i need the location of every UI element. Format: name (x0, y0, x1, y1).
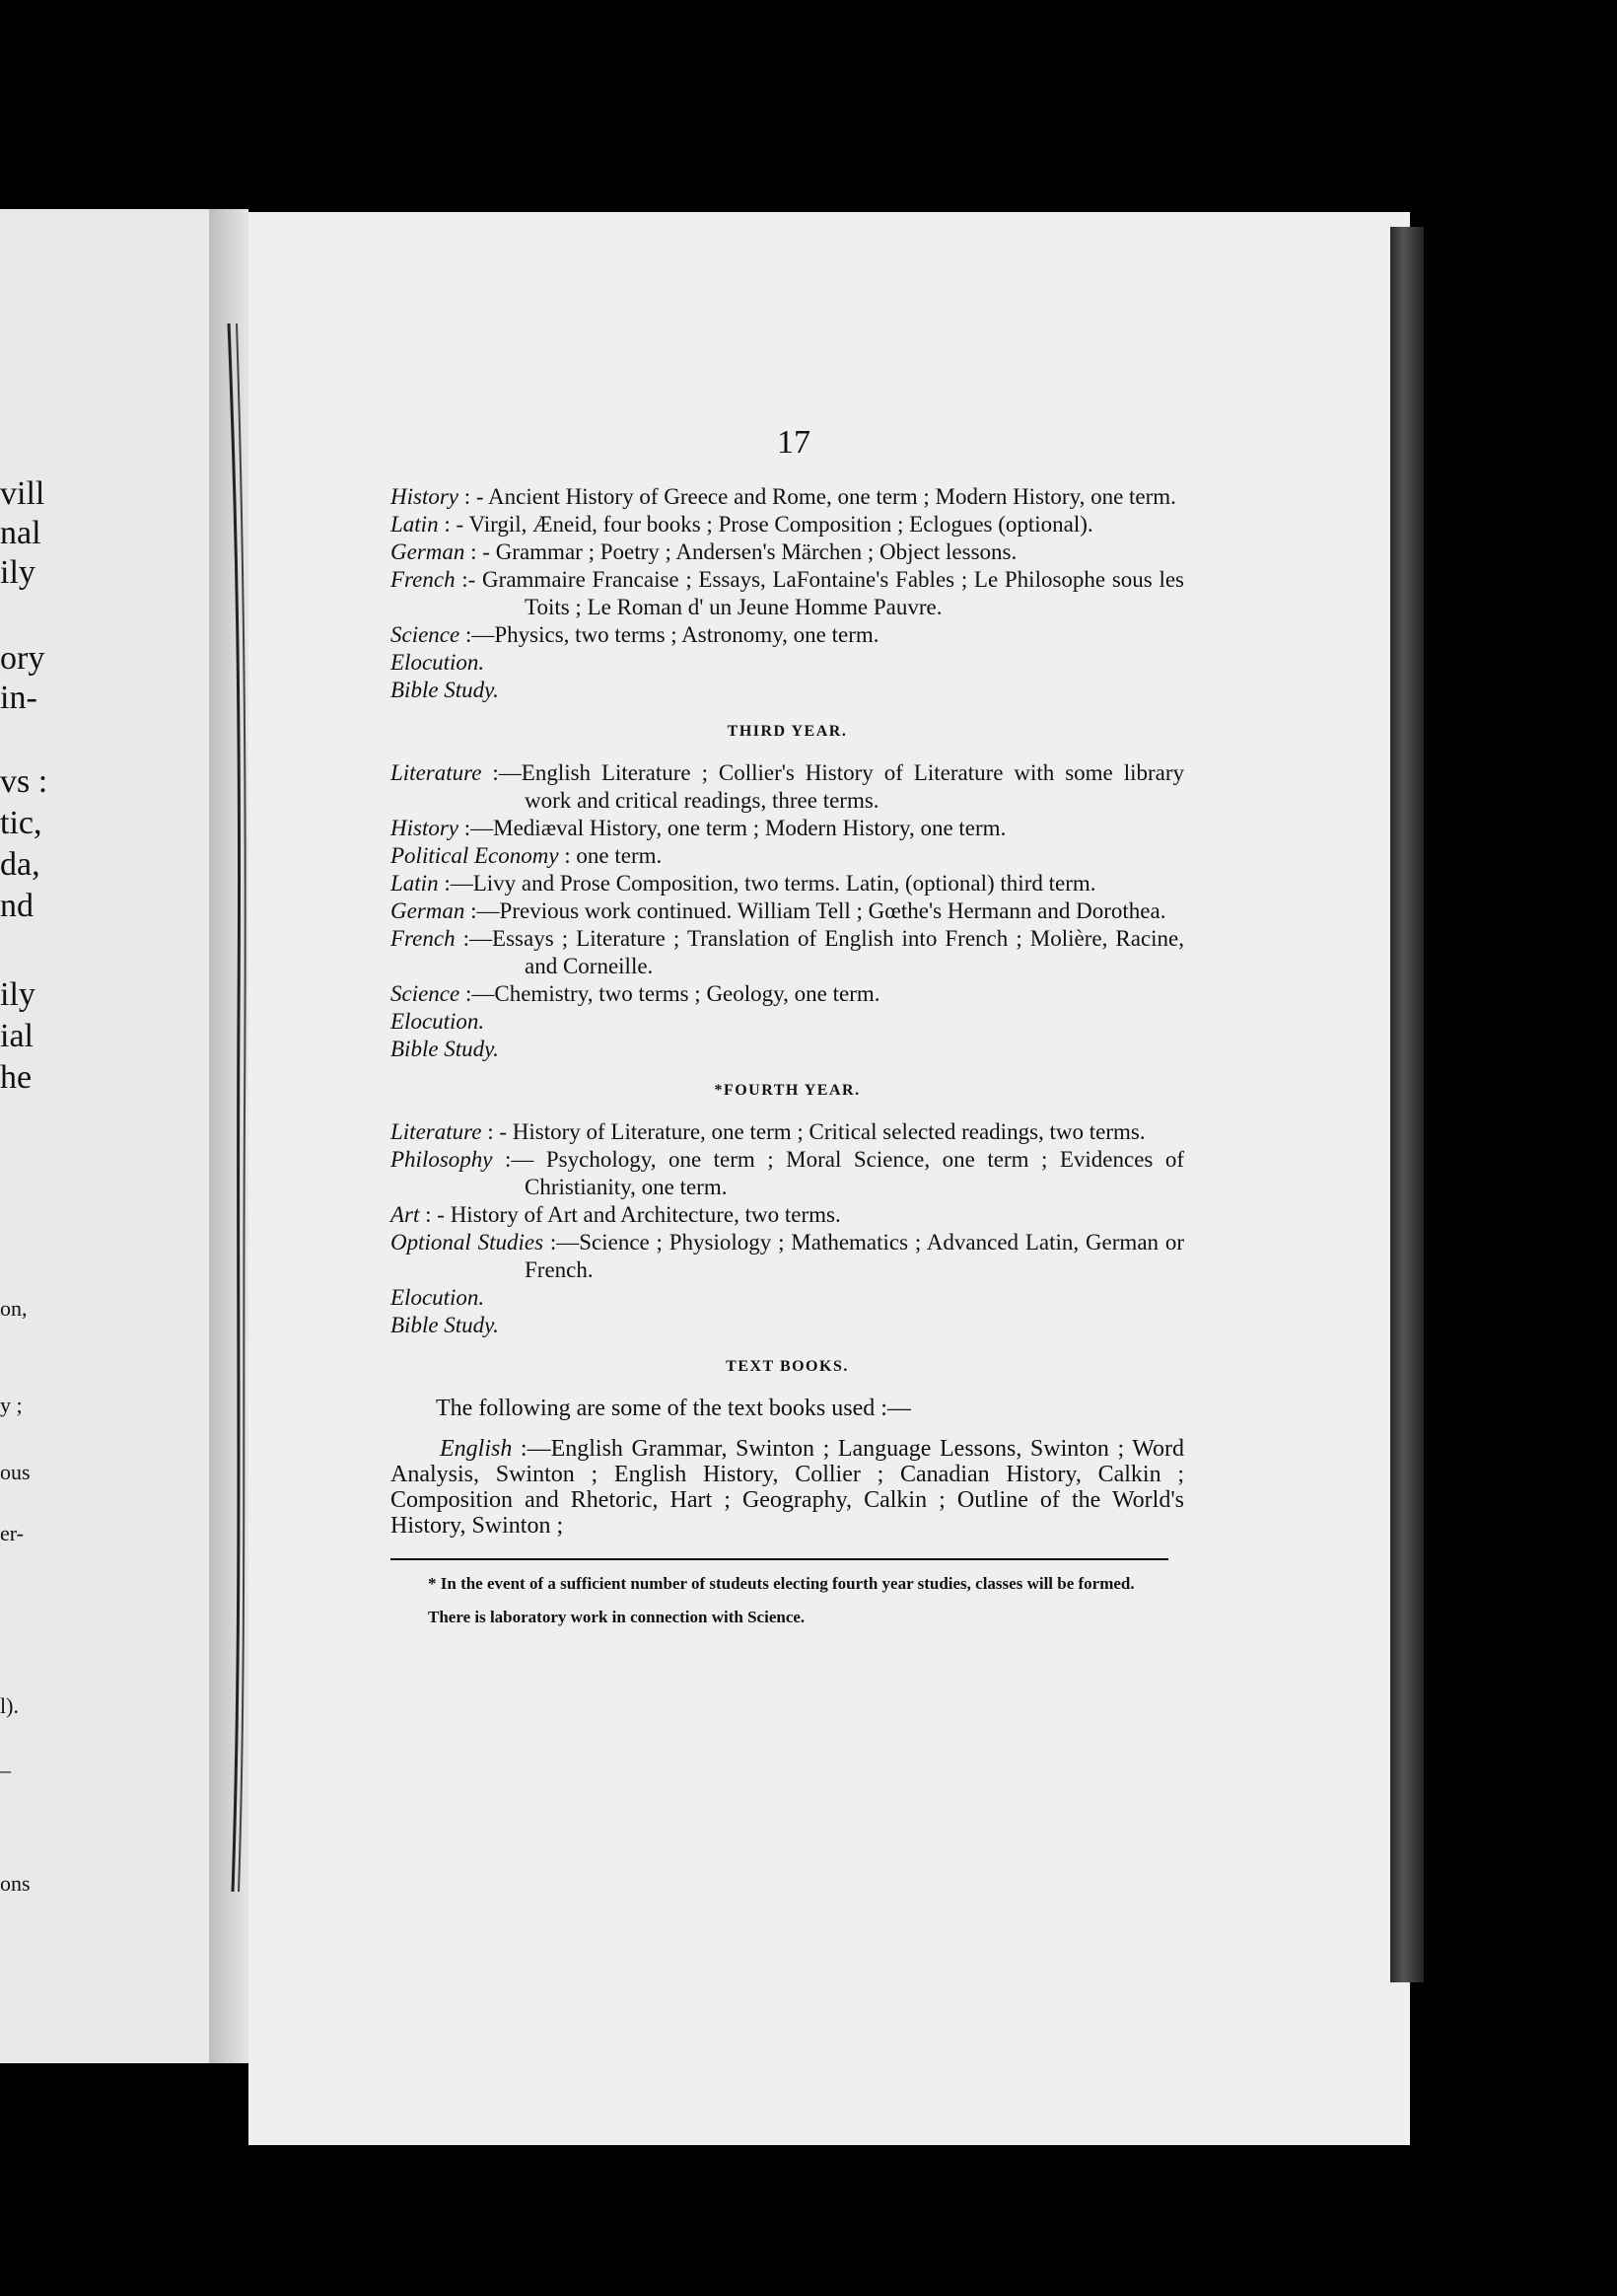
entry-text: :—Essays ; Literature ; Translation of English into French ; Molière, Racine, and Corneille. (462, 926, 1185, 978)
left-fragment: ons (0, 1871, 31, 1896)
footnote: There is laboratory work in connection with Science. (428, 1608, 806, 1626)
entry-label: French (390, 567, 456, 592)
entry-text: :—Previous work continued. William Tell ; Gœthe's Hermann and Dorothea. (470, 898, 1166, 923)
entry-text: :—Science ; Physiology ; Mathematics ; Advanced Latin, German or French. (525, 1230, 1184, 1282)
course-entry (390, 1146, 1184, 1201)
section-heading-fourth-year: *FOURTH YEAR. (714, 1082, 861, 1099)
entry-text: :— Psychology, one term ; Moral Science, one term ; Evidences of Christianity, one term. (505, 1147, 1185, 1199)
left-fragment: vs : (0, 763, 48, 800)
entry-text: : - History of Art and Architecture, two terms. (425, 1202, 841, 1227)
entry-text: : - Grammar ; Poetry ; Andersen's Märchen ; Object lessons. (470, 539, 1018, 564)
entry-label: Art (390, 1202, 420, 1227)
course-entry (390, 566, 1184, 621)
entry-label: French (390, 926, 456, 951)
left-fragment: – (0, 1758, 11, 1782)
entry-label: English (440, 1436, 513, 1462)
course-plain-item: Bible Study. (390, 1313, 499, 1337)
left-fragment: ous (0, 1460, 31, 1484)
page-edge (1390, 227, 1424, 1982)
binding-thread (223, 323, 248, 1892)
footnote-divider (390, 1558, 1168, 1560)
entry-label: History (390, 484, 458, 509)
section-heading-third-year: THIRD YEAR. (727, 723, 848, 740)
left-fragment: ial (0, 1018, 34, 1054)
left-fragment: he (0, 1059, 33, 1096)
left-fragment: ory (0, 640, 45, 677)
left-fragment: er- (0, 1521, 24, 1545)
entry-label: Literature (390, 760, 482, 785)
course-plain-item: Elocution. (390, 650, 485, 675)
entry-label: Latin (390, 871, 439, 896)
left-fragment: ily (0, 554, 35, 591)
course-entry (390, 1229, 1184, 1284)
course-entry (390, 511, 1184, 538)
entry-label: History (390, 816, 458, 840)
course-plain-item: Elocution. (390, 1285, 485, 1310)
entry-label: Literature (390, 1119, 482, 1144)
course-plain-item: Bible Study. (390, 1037, 499, 1061)
entry-label: Political Economy (390, 843, 559, 868)
course-entry (390, 925, 1184, 980)
left-fragment: on, (0, 1296, 28, 1321)
entry-text: :—English Literature ; Collier's History of Literature with some library work and critical readings, three terms. (492, 760, 1184, 813)
entry-text: : one term. (564, 843, 663, 868)
course-entry (390, 897, 1184, 925)
left-fragment: tic, (0, 805, 42, 841)
entry-text: : - Ancient History of Greece and Rome, one term ; Modern History, one term. (463, 484, 1176, 509)
entry-label: Science (390, 981, 460, 1006)
left-fragment: ily (0, 976, 35, 1013)
entry-label: Science (390, 622, 460, 647)
entry-text: : - Virgil, Æneid, four books ; Prose Composition ; Eclogues (optional). (444, 512, 1093, 537)
course-entry (390, 538, 1184, 566)
entry-label: Latin (390, 512, 439, 537)
footnote: * In the event of a sufficient number of studeuts electing fourth year studies, classes will be formed. (428, 1574, 1135, 1593)
left-fragment: y ; (0, 1393, 23, 1417)
course-plain-item: Bible Study. (390, 678, 499, 702)
entry-text: :—English Grammar, Swinton ; Language Lessons, Swinton ; Word Analysis, Swinton ; English History, Collier ; Canadian History, Calkin ; Composition and Rhetoric, Hart ; Geography, Calkin ; Outline of the World's History, Swinton ; (390, 1436, 1184, 1539)
course-entry (390, 621, 1184, 649)
entry-text: :- Grammaire Francaise ; Essays, LaFontaine's Fables ; Le Philosophe sous les Toits ; Le Roman d' un Jeune Homme Pauvre. (461, 567, 1185, 619)
left-fragment: da, (0, 846, 40, 883)
entry-text: :—Mediæval History, one term ; Modern History, one term. (463, 816, 1007, 840)
left-fragment: in- (0, 680, 37, 716)
section-heading-text-books: TEXT BOOKS. (726, 1358, 849, 1375)
entry-text: :—Physics, two terms ; Astronomy, one term. (464, 622, 879, 647)
left-fragment: l). (0, 1693, 19, 1718)
course-entry (390, 483, 1184, 511)
entry-label: German (390, 539, 465, 564)
course-entry (390, 759, 1184, 815)
entry-text: :—Livy and Prose Composition, two terms. Latin, (optional) third term. (444, 871, 1096, 896)
entry-label: German (390, 898, 465, 923)
left-fragment: nal (0, 515, 41, 551)
entry-label: Philosophy (390, 1147, 493, 1172)
page-number: 17 (777, 424, 810, 461)
text-books-english (390, 1436, 1184, 1539)
page-content (390, 483, 1184, 1627)
course-entry (390, 1118, 1184, 1146)
left-fragment: nd (0, 888, 34, 924)
text-books-intro: The following are some of the text books used :— (436, 1396, 911, 1421)
left-page-fragment (0, 209, 209, 2063)
entry-label: Optional Studies (390, 1230, 544, 1255)
course-entry (390, 842, 1184, 870)
course-entry (390, 1201, 1184, 1229)
course-plain-item: Elocution. (390, 1009, 485, 1034)
entry-text: : - History of Literature, one term ; Critical selected readings, two terms. (487, 1119, 1146, 1144)
course-entry (390, 980, 1184, 1008)
left-fragment: vill (0, 475, 45, 512)
course-entry (390, 870, 1184, 897)
course-entry (390, 815, 1184, 842)
entry-text: :—Chemistry, two terms ; Geology, one term. (464, 981, 880, 1006)
